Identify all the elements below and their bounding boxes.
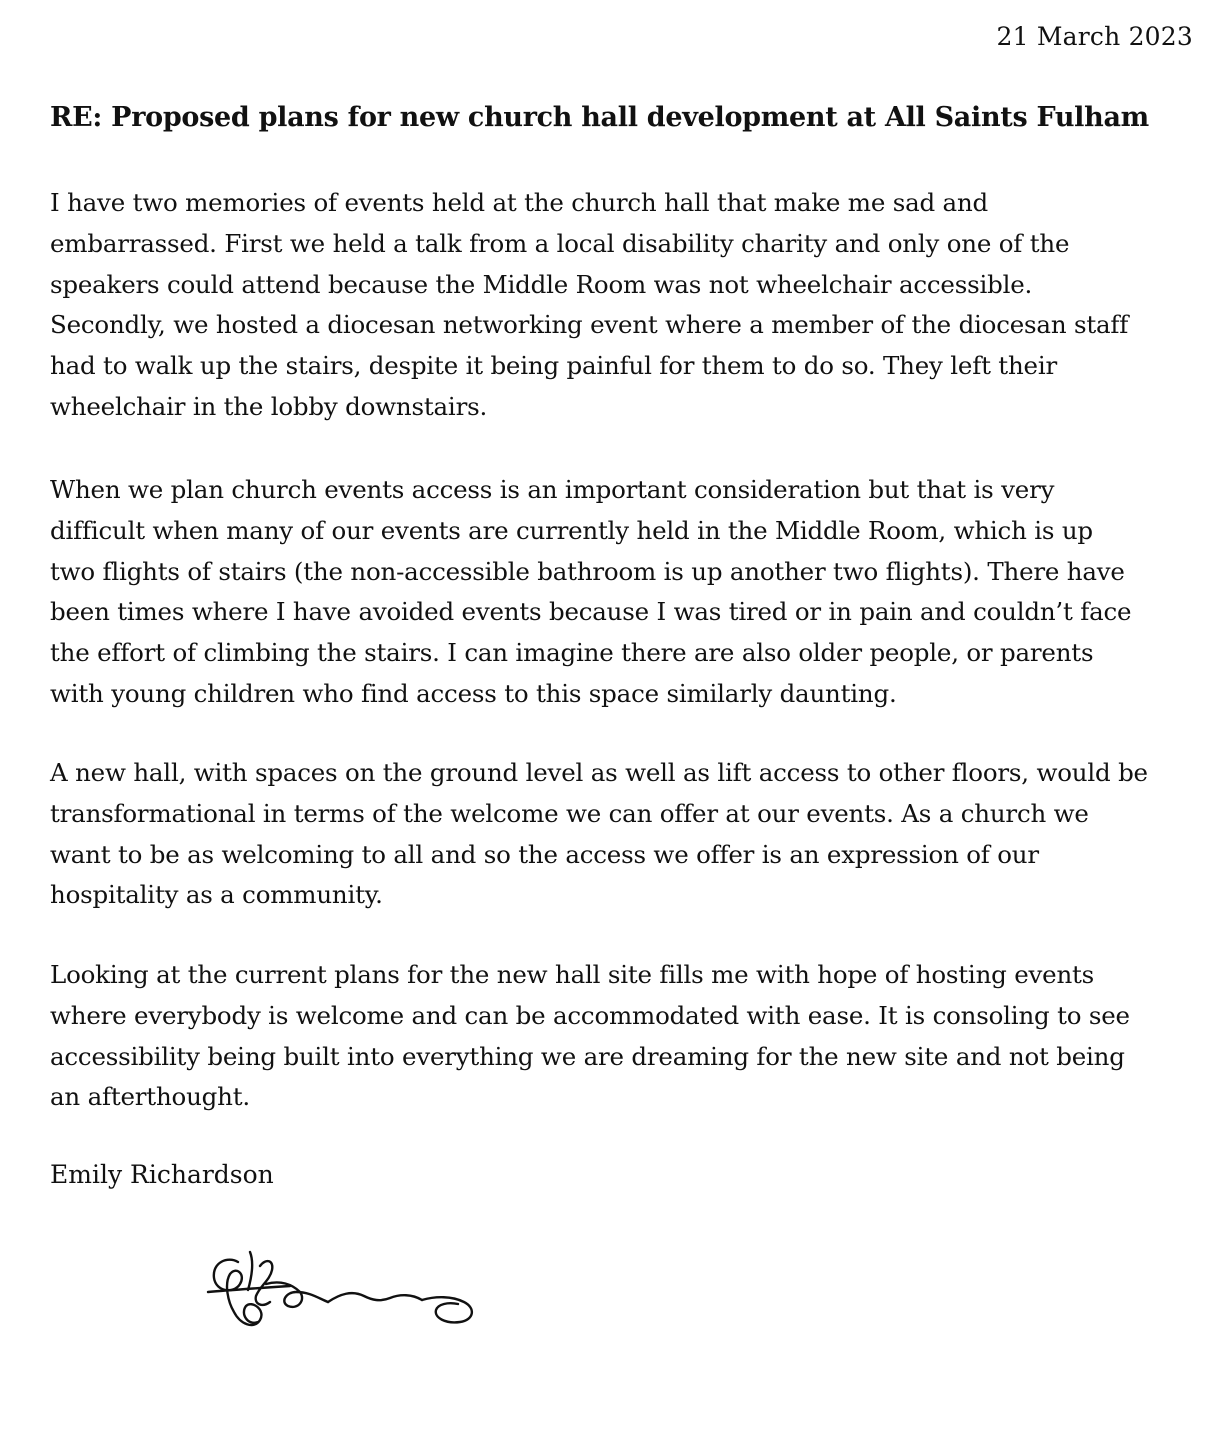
paragraph-4 bbox=[50, 955, 1200, 1118]
paragraph-line: been times where I have avoided events because I was tired or in pain and couldn’t face bbox=[50, 597, 1132, 627]
letter-subject: RE: Proposed plans for new church hall development at All Saints Fulham bbox=[50, 102, 1149, 133]
paragraph-line: transformational in terms of the welcome we can offer at our events. As a church we bbox=[50, 798, 1089, 828]
paragraph-1 bbox=[50, 183, 1200, 428]
paragraph-line: embarrassed. First we held a talk from a local disability charity and only one of the bbox=[50, 228, 1070, 258]
paragraph-line: wheelchair in the lobby downstairs. bbox=[50, 391, 488, 421]
paragraph-line: where everybody is welcome and can be accommodated with ease. It is consoling to see bbox=[50, 1000, 1130, 1030]
paragraph-line: want to be as welcoming to all and so the access we offer is an expression of our bbox=[50, 839, 1039, 869]
paragraph-line: Looking at the current plans for the new hall site fills me with hope of hosting events bbox=[50, 960, 1095, 989]
paragraph-line: an afterthought. bbox=[50, 1082, 250, 1112]
paragraph-3 bbox=[50, 753, 1200, 916]
paragraph-line: difficult when many of our events are currently held in the Middle Room, which is up bbox=[50, 515, 1093, 545]
paragraph-line: I have two memories of events held at the church hall that make me sad and bbox=[50, 188, 989, 217]
paragraph-line: speakers could attend because the Middle Room was not wheelchair accessible. bbox=[50, 269, 1033, 299]
paragraph-line: When we plan church events access is an important consideration but that is very bbox=[50, 475, 1055, 504]
paragraph-2 bbox=[50, 470, 1200, 715]
handwritten-signature-icon bbox=[200, 1240, 490, 1340]
paragraph-line: with young children who find access to this space similarly daunting. bbox=[50, 678, 897, 708]
paragraph-line: accessibility being built into everything we are dreaming for the new site and not being bbox=[50, 1041, 1125, 1071]
paragraph-line: two flights of stairs (the non-accessible bathroom is up another two flights). There have bbox=[50, 556, 1125, 586]
paragraph-line: A new hall, with spaces on the ground level as well as lift access to other floors, would be bbox=[50, 758, 1148, 787]
sender-name: Emily Richardson bbox=[50, 1160, 274, 1189]
paragraph-line: had to walk up the stairs, despite it being painful for them to do so. They left their bbox=[50, 351, 1057, 381]
paragraph-line: Secondly, we hosted a diocesan networking event where a member of the diocesan staff bbox=[50, 310, 1129, 340]
paragraph-line: the effort of climbing the stairs. I can imagine there are also older people, or parents bbox=[50, 638, 1094, 668]
letter-date: 21 March 2023 bbox=[996, 22, 1193, 51]
paragraph-line: hospitality as a community. bbox=[50, 880, 383, 910]
